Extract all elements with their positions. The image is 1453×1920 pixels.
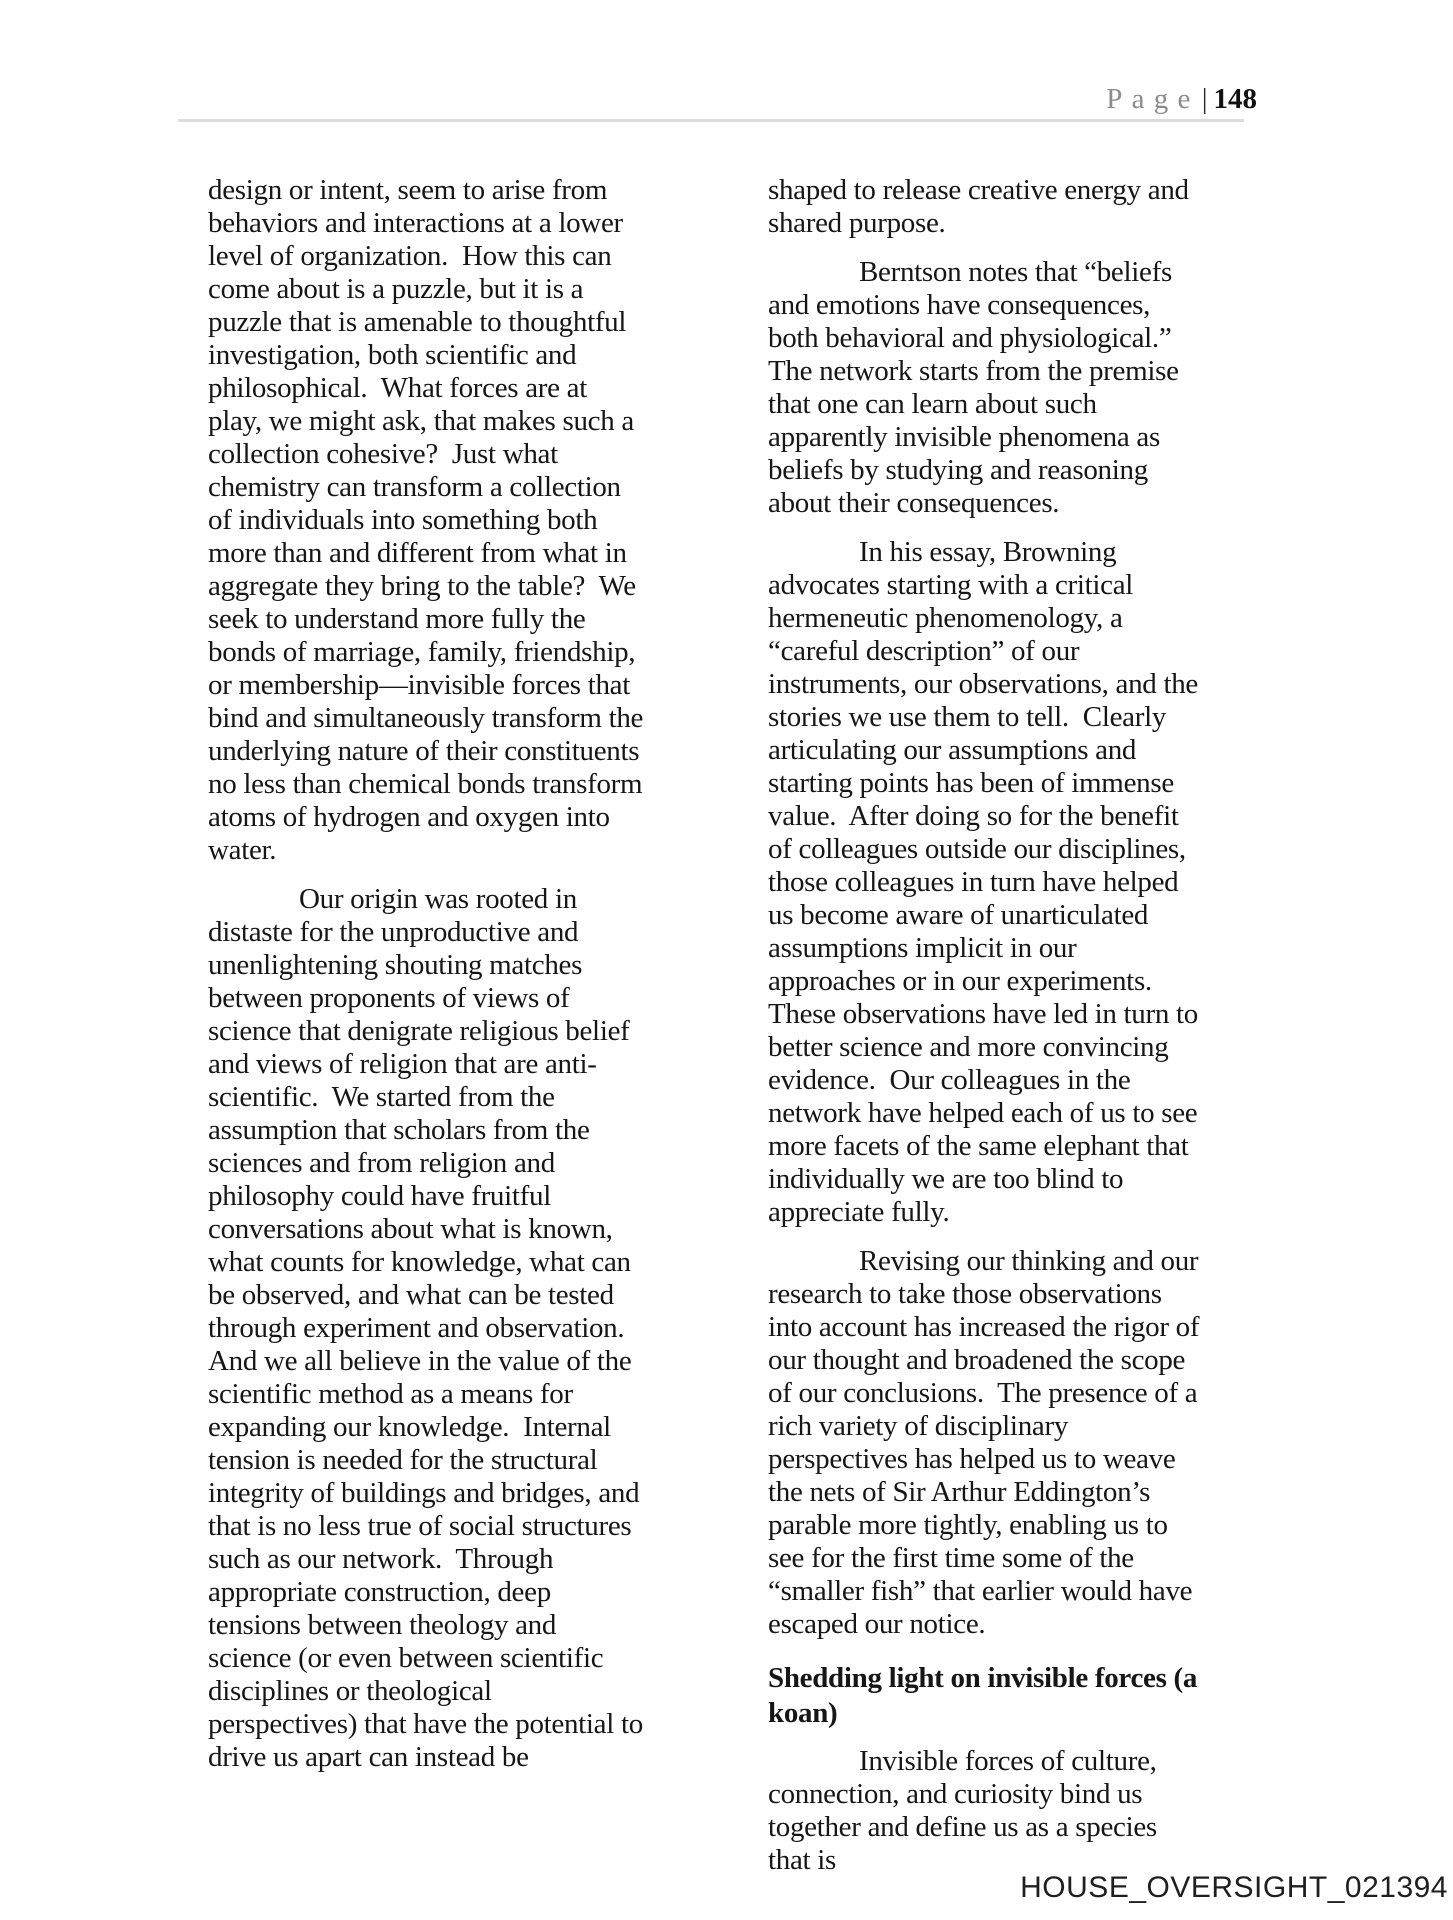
- right-column: [768, 174, 1207, 1893]
- paragraph-continuation: shaped to release creative energy and shared purpose.: [768, 174, 1196, 239]
- page-header: [0, 84, 1257, 114]
- paragraph-invisible-forces: Invisible forces of culture, connection, and curiosity bind us together and define us as a species that is: [768, 1745, 1164, 1876]
- paragraph-revising: Revising our thinking and our research to take those observations into account has increased the rigor of our thought and broadened the scope of our conclusions. The presence of a rich variety of disciplinary perspectives has helped us to weave the nets of Sir Arthur Eddington’s parable more tightly, enabling us to see for the first time some of the “smaller fish” that earlier would have escaped our notice.: [768, 1245, 1207, 1640]
- paragraph-berntson: Berntson notes that “beliefs and emotions have consequences, both behavioral and physiological.” The network starts from the premise that one can learn about such apparently invisible phenomena as beliefs by studying and reasoning about their consequences.: [768, 256, 1186, 519]
- paragraph-browning: In his essay, Browning advocates starting with a critical hermeneutic phenomenology, a “careful description” of our instruments, our observations, and the stories we use them to tell. Clearly articulating our assumptions and starting points has been of immense value. After doing so for the benefit of colleagues outside our disciplines, those colleagues in turn have helped us become aware of unarticulated assumptions implicit in our approaches or in our experiments. These observations have led in turn to better science and more convincing evidence. Our colleagues in the network have helped each of us to see more facets of the same elephant that individually we are too blind to appreciate fully.: [768, 536, 1205, 1228]
- left-column: [208, 174, 651, 1790]
- paragraph-our-origin: Our origin was rooted in distaste for the unproductive and unenlightening shouting matches between proponents of views of science that denigrate religious belief and views of religion that are anti-scientific. We started from the assumption that scholars from the sciences and from religion and philosophy could have fruitful conversations about what is known, what counts for knowledge, what can be observed, and what can be tested through experiment and observation. And we all believe in the value of the scientific method as a means for expanding our knowledge. Internal tension is needed for the structural integrity of buildings and bridges, and that is no less true of social structures such as our network. Through appropriate construction, deep tensions between theology and science (or even between scientific disciplines or theological perspectives) that have the potential to drive us apart can instead be: [208, 883, 650, 1773]
- section-heading: Shedding light on invisible forces (a koan): [768, 1662, 1198, 1729]
- header-rule: [178, 119, 1244, 122]
- bates-number: HOUSE_OVERSIGHT_021394: [1020, 1871, 1448, 1904]
- page-number: 148: [1213, 83, 1257, 115]
- page-label: Page: [1106, 83, 1200, 115]
- page-number-separator: |: [1201, 83, 1208, 115]
- paragraph-continuation: design or intent, seem to arise from behaviors and interactions at a lower level of organization. How this can come about is a puzzle, but it is a puzzle that is amenable to thoughtful investigation, both scientific and philosophical. What forces are at play, we might ask, that makes such a collection cohesive? Just what chemistry can transform a collection of individuals into something both more than and different from what in aggregate they bring to the table? We seek to understand more fully the bonds of marriage, family, friendship, or membership—invisible forces that bind and simultaneously transform the underlying nature of their constituents no less than chemical bonds transform atoms of hydrogen and oxygen into water.: [208, 174, 651, 866]
